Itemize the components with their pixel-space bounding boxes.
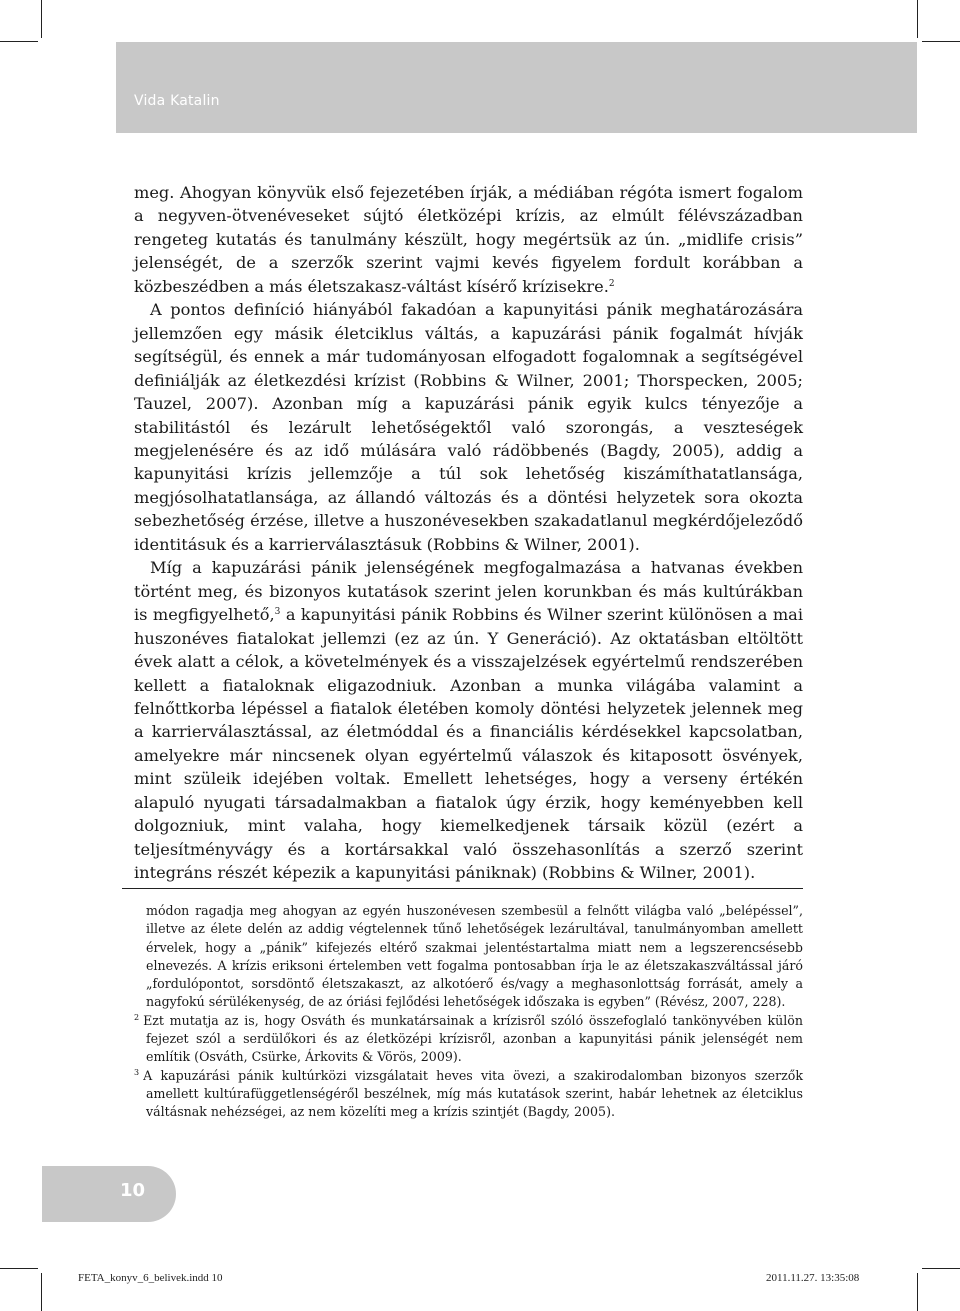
footnote-3	[134, 1067, 803, 1122]
crop-mark	[917, 1273, 918, 1311]
paragraph-3	[134, 556, 803, 884]
paragraph-1-text: meg. Ahogyan könyvük első fejezetében írják, a médiában régóta ismert fogalom a negyven-ötvenéveseket sújtó életközépi krízis, az elmúlt félévszázadban rengeteg kutatás és tanulmány készült, hogy megértsük az ún. „midlife crisis” jelenségét, de a szerzők szerint vajmi kevés figyelem fordult korábban a közbeszédben a más életszakasz-váltást kísérő krízisekre.	[134, 183, 803, 296]
footnote-ref-3: 3	[274, 607, 281, 618]
crop-mark	[922, 41, 960, 42]
slug-filename: FETA_konyv_6_belivek.indd 10	[78, 1272, 223, 1284]
paragraph-1	[134, 181, 803, 298]
footnote-2-mark: 2	[134, 1012, 140, 1022]
crop-mark	[41, 0, 42, 38]
footnote-1-continuation: módon ragadja meg ahogyan az egyén huszonévesen szembesül a felnőtt világba való „belépéssel”, illetve az élete delén az addig végtelennek tűnő lehetőségek lezárultával, tanulmányomban amellett érvelek, hogy a „pánik” kifejezés eltérő szakmai jelentéstartalma miatt nem a legszerencsésebb elnevezés. A krízis eriksoni értelemben vett fogalma pontosabban írja le az életszakaszváltással járó „fordulópontot, sorsdöntő életszakaszt, az alkotóerő és/vagy a meghasonlottság forrását, amely a nagyfokú sérülékenység, de az óriási fejlődési lehetőségek időszaka is egyben” (Révész, 2007, 228).	[146, 903, 803, 1010]
footnote-2-text: Ezt mutatja az is, hogy Osváth és munkatársainak a krízisről szóló összefoglaló tankönyvében külön fejezet szól a serdülőkori és az életközépi krízisről, azonban a kapunyitási pánik jelenségét nem említik (Osváth, Csürke, Árkovits & Vörös, 2009).	[143, 1012, 803, 1065]
footnotes	[134, 902, 803, 1122]
footnote-2	[134, 1012, 803, 1067]
footnote-rule	[122, 888, 803, 889]
body-text	[134, 181, 803, 885]
crop-mark	[41, 1273, 42, 1311]
page-number: 10	[120, 1180, 146, 1201]
crop-mark	[917, 0, 918, 38]
running-head: Vida Katalin	[134, 93, 220, 109]
header-band	[116, 42, 917, 133]
paragraph-3-text-b: a kapunyitási pánik Robbins és Wilner szerint különösen a mai huszonéves fiatalokat jellemzi (ez az ún. Y Generáció). Az oktatásban eltöltött évek alatt a célok, a követelmények és a visszajelzések egyértelmű rendszerében kellett a fiataloknak eligazodniuk. Azonban a munka világába valamint a felnőttkorba lépéssel a fiatalok életében komoly döntési helyzetek jelennek meg a karrierválasztással, az életmóddal és a financiális kérdésekkel kapcsolatban, amelyekre már nincsenek olyan egyértelmű válaszok és kitaposott ösvények, mint szüleik idejében voltak. Emellett lehetséges, hogy a verseny értékén alapuló nyugati társadalmakban a fiatalok úgy érzik, hogy keményebben kell dolgozniuk, mint valaha, hogy kiemelkedjenek társaik közül (ezért a teljesítményvágy és a kortársakkal való összehasonlítás a szerző szerint integráns részét képezik a kapunyitási pániknak) (Robbins & Wilner, 2001).	[134, 605, 803, 883]
footnote-3-mark: 3	[134, 1067, 140, 1077]
paragraph-3-text-a: Míg a kapuzárási pánik jelenségének megfogalmazása a hatvanas években történt meg, és bizonyos kutatások szerint jelen korunkban és más kultúrákban is megfigyelhető,	[134, 558, 803, 625]
slug-timestamp: 2011.11.27. 13:35:08	[766, 1272, 860, 1284]
crop-mark	[0, 41, 38, 42]
footnote-ref-2: 2	[608, 278, 615, 289]
paragraph-2: A pontos definíció hiányából fakadóan a kapunyitási pánik meghatározására jellemzően egy másik életciklus váltás, a kapuzárási pánik fogalmát hívják segítségül, és ennek a már tudományosan elfogadott fogalomnak a segítségével definiálják az életkezdési krízist (Robbins & Wilner, 2001; Thorspecken, 2005; Tauzel, 2007). Azonban míg a kapuzárási pánik egyik kulcs tényezője a stabilitástól és lezárult lehetőségektől való szorongás, a veszteségek megjelenésére és az idő múlására való rádöbbenés (Bagdy, 2005), addig a kapunyitási krízis jellemzője a túl sok lehetőség kiszámíthatatlansága, megjósolhatatlansága, az állandó változás és a döntési helyzetek sora okozta sebezhetőség érzése, illetve a huszonévesekben szakadatlanul megkérdőjeleződő identitásuk és a karrierválasztásuk (Robbins & Wilner, 2001).	[134, 300, 803, 554]
page-number-tab	[42, 1166, 176, 1222]
footnote-3-text: A kapuzárási pánik kultúrközi vizsgálatait heves vita övezi, a szakirodalomban bizonyos szerzők amellett kultúrafüggetlenségéről beszélnek, míg más kutatások szerint, habár lehetnek az életciklus váltásnak nehézségei, az nem közelíti meg a krízis szintjét (Bagdy, 2005).	[143, 1067, 803, 1120]
crop-mark	[0, 1268, 38, 1269]
crop-mark	[922, 1268, 960, 1269]
